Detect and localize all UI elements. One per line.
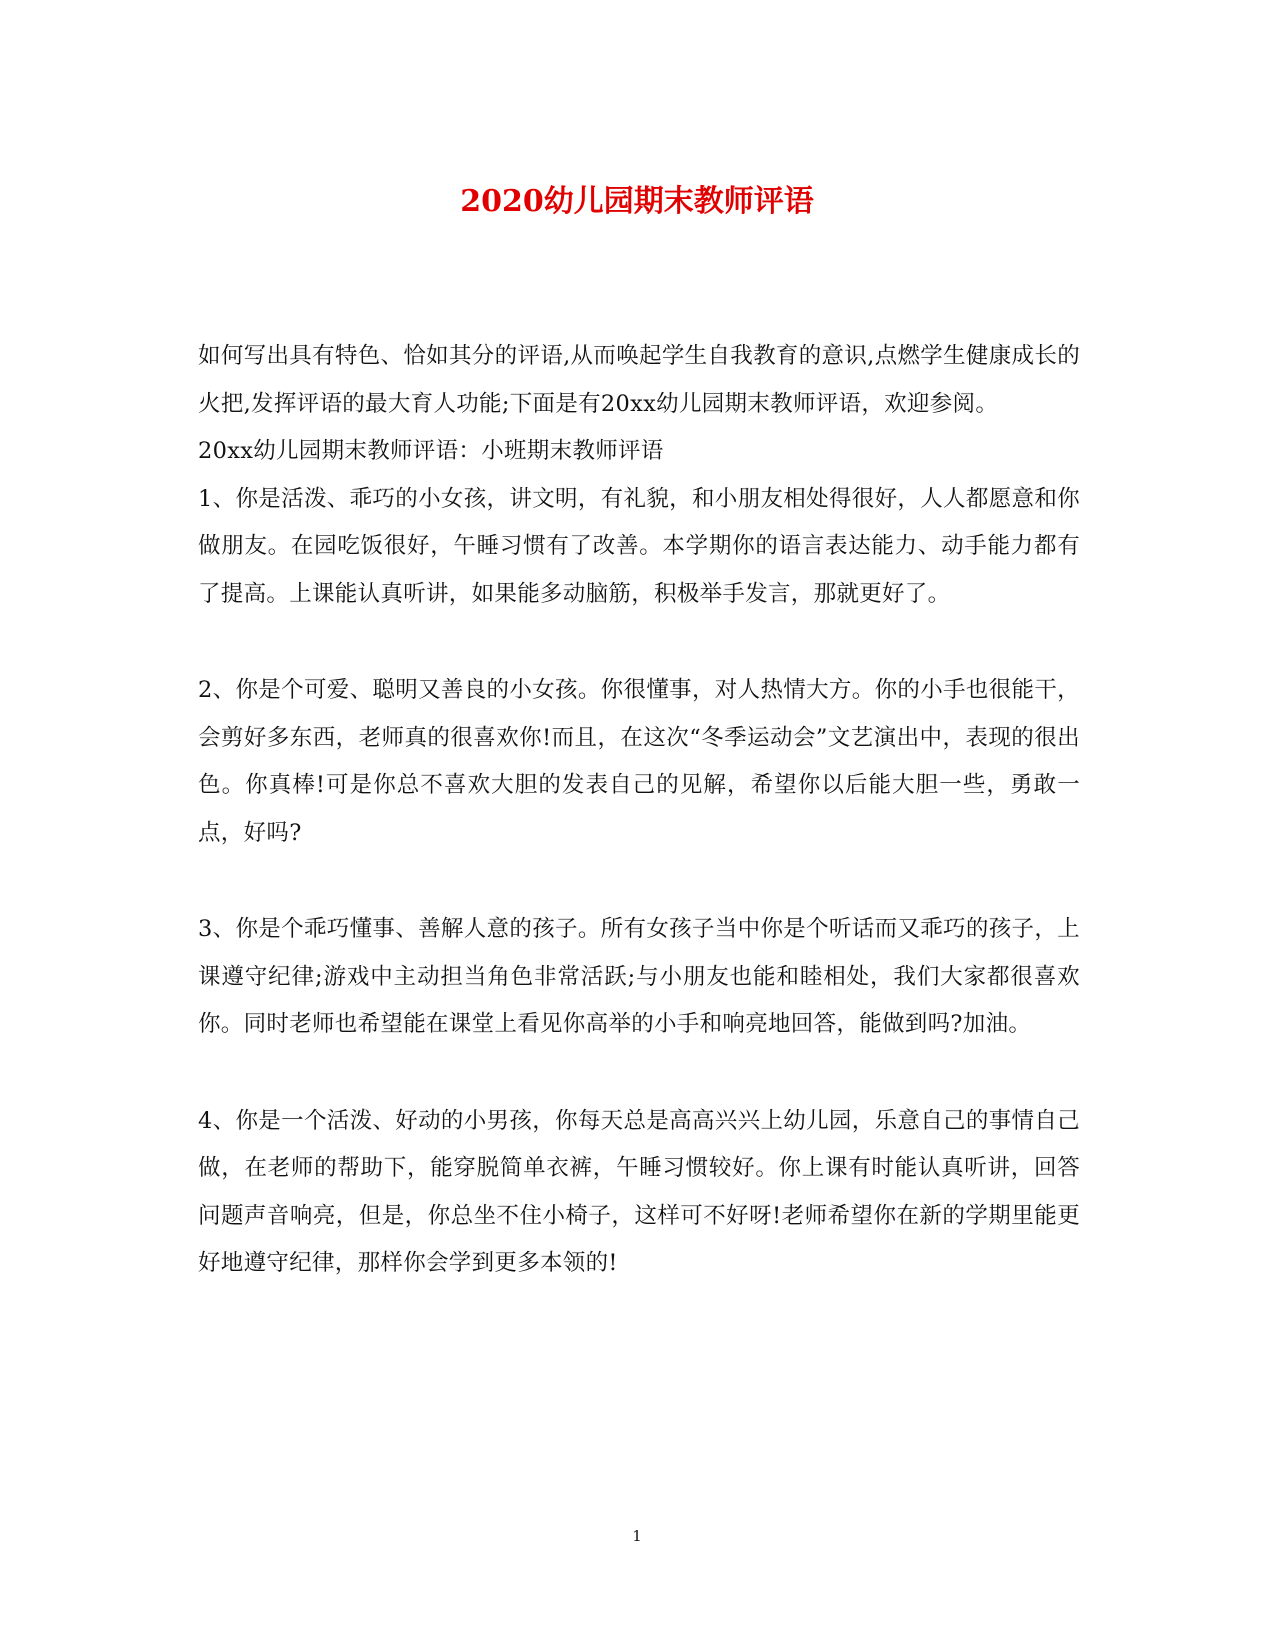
comment-item-1: 1、你是活泼、乖巧的小女孩，讲文明，有礼貌，和小朋友相处得很好，人人都愿意和你做朋友。在园吃饭很好，午睡习惯有了改善。本学期你的语言表达能力、动手能力都有了提高。上课能认真听讲，如果能多动脑筋，积极举手发言，那就更好了。 xyxy=(198,485,1080,607)
intro-paragraph: 如何写出具有特色、恰如其分的评语,从而唤起学生自我教育的意识,点燃学生健康成长的火把,发挥评语的最大育人功能;下面是有20xx幼儿园期末教师评语，欢迎参阅。 xyxy=(198,343,1080,417)
document-title: 2020幼儿园期末教师评语 xyxy=(460,184,814,219)
document-body xyxy=(198,333,1080,1288)
paragraph-gap xyxy=(198,1049,1080,1098)
section-heading: 20xx幼儿园期末教师评语：小班期末教师评语 xyxy=(198,438,664,464)
paragraph-gap xyxy=(198,618,1080,667)
comment-item-4: 4、你是一个活泼、好动的小男孩，你每天总是高高兴兴上幼儿园，乐意自己的事情自己做，在老师的帮助下，能穿脱简单衣裤，午睡习惯较好。你上课有时能认真听讲，回答问题声音响亮，但是，你总坐不住小椅子，这样可不好呀!老师希望你在新的学期里能更好地遵守纪律，那样你会学到更多本领的! xyxy=(198,1107,1080,1276)
page-number: 1 xyxy=(632,1527,642,1545)
comment-item-2: 2、你是个可爱、聪明又善良的小女孩。你很懂事，对人热情大方。你的小手也很能干，会剪好多东西，老师真的很喜欢你!而且，在这次“冬季运动会”文艺演出中，表现的很出色。你真棒!可是你总不喜欢大胆的发表自己的见解，希望你以后能大胆一些，勇敢一点，好吗? xyxy=(198,677,1080,846)
paragraph-gap xyxy=(198,857,1080,906)
comment-item-3: 3、你是个乖巧懂事、善解人意的孩子。所有女孩子当中你是个听话而又乖巧的孩子，上课遵守纪律;游戏中主动担当角色非常活跃;与小朋友也能和睦相处，我们大家都很喜欢你。同时老师也希望能在课堂上看见你高举的小手和响亮地回答，能做到吗?加油。 xyxy=(198,916,1080,1037)
